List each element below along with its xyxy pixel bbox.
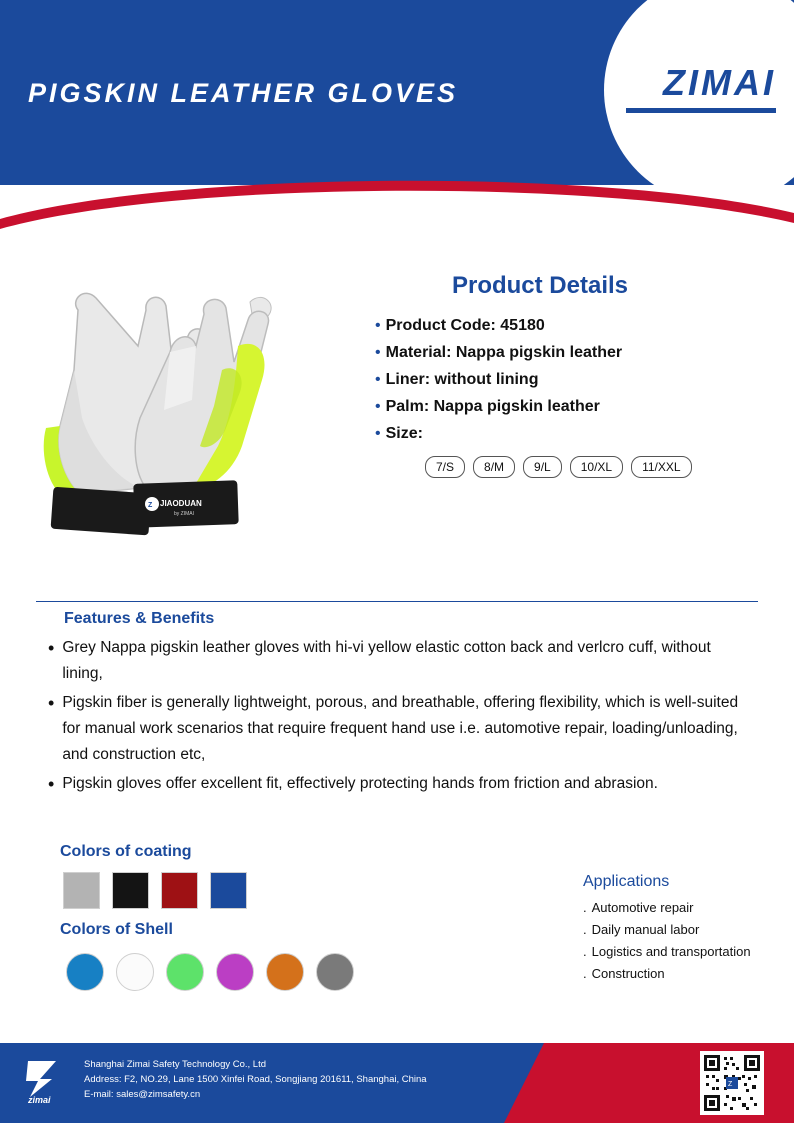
shell-swatch-white[interactable] [116, 953, 154, 991]
bullet-icon: . [583, 966, 587, 981]
svg-text:JIAODUAN: JIAODUAN [160, 499, 202, 508]
feature-item [36, 635, 766, 687]
feature-text-3: Pigskin gloves offer excellent fit, effectively protecting hands from friction and abrasion. [62, 775, 658, 792]
coating-swatch-grey[interactable] [63, 872, 100, 909]
footer-logo [22, 1057, 74, 1105]
bullet-icon: . [583, 944, 587, 959]
detail-row [375, 316, 775, 336]
application-text-3: Logistics and transportation [591, 944, 751, 959]
shell-swatch-blue[interactable] [66, 953, 104, 991]
coating-swatch-blue[interactable] [210, 872, 247, 909]
applications-title: Applications [583, 873, 670, 890]
bullet-icon: • [375, 317, 381, 334]
detail-row [375, 343, 775, 363]
feature-text-1: Grey Nappa pigskin leather gloves with hi-vi yellow elastic cotton back and verlcro cuff, without lining, [62, 639, 711, 682]
features-title: Features & Benefits [64, 610, 215, 627]
section-divider [36, 601, 758, 602]
footer-address: Address: F2, NO.29, Lane 1500 Xinfei Road, Songjiang 201611, Shanghai, China [84, 1074, 427, 1085]
features-section [36, 610, 766, 800]
application-text-2: Daily manual labor [591, 922, 700, 937]
detail-row [375, 397, 775, 417]
qr-code[interactable] [700, 1051, 764, 1115]
detail-row [375, 424, 775, 444]
application-text-4: Construction [591, 966, 665, 981]
bullet-icon: . [583, 922, 587, 937]
colors-of-shell-swatches [66, 953, 354, 991]
size-option-10xl[interactable]: 10/XL [570, 456, 623, 478]
feature-text-2: Pigskin fiber is generally lightweight, porous, and breathable, offering flexibility, which is well-suited for manual work scenarios that require frequent hand use i.e. automotive repair, loading/unloading, and construction etc, [62, 694, 739, 763]
shell-swatch-green[interactable] [166, 953, 204, 991]
brand-logo-underline [626, 108, 776, 113]
shell-swatch-grey[interactable] [316, 953, 354, 991]
brand-logo-text: ZIMAI [663, 62, 776, 103]
coating-swatch-black[interactable] [112, 872, 149, 909]
product-details-panel [375, 272, 775, 478]
feature-item [36, 690, 766, 768]
size-option-11xxl[interactable]: 11/XXL [631, 456, 691, 478]
product-details-title: Product Details [451, 272, 629, 299]
colors-of-coating-swatches [63, 872, 247, 909]
applications-section [583, 873, 783, 988]
application-item [583, 944, 783, 959]
application-item [583, 966, 783, 981]
application-item [583, 922, 783, 937]
size-option-7s[interactable]: 7/S [425, 456, 465, 478]
bullet-icon: • [375, 344, 381, 361]
footer-email: E-mail: sales@zimsafety.cn [84, 1089, 201, 1100]
page-title: PIGSKIN LEATHER GLOVES [28, 78, 459, 108]
footer-company-info [84, 1057, 427, 1102]
shell-swatch-purple[interactable] [216, 953, 254, 991]
coating-swatch-red[interactable] [161, 872, 198, 909]
bullet-icon: • [48, 638, 55, 658]
detail-product-code: Product Code: 45180 [385, 317, 545, 334]
size-options [425, 456, 775, 478]
size-option-9l[interactable]: 9/L [523, 456, 562, 478]
application-item [583, 900, 783, 915]
svg-text:Z: Z [148, 502, 153, 509]
feature-item [36, 771, 766, 797]
colors-of-shell-title: Colors of Shell [60, 921, 173, 938]
footer-company-name: Shanghai Zimai Safety Technology Co., Ltd [84, 1059, 267, 1070]
detail-size-label: Size: [385, 425, 423, 442]
bullet-icon: . [583, 900, 587, 915]
svg-text:zimai: zimai [28, 1095, 51, 1105]
page-header [0, 0, 794, 185]
header-swoosh-divider [0, 175, 794, 235]
bullet-icon: • [375, 398, 381, 415]
size-option-8m[interactable]: 8/M [473, 456, 515, 478]
bullet-icon: • [48, 693, 55, 713]
detail-material: Material: Nappa pigskin leather [385, 344, 623, 361]
application-text-1: Automotive repair [591, 900, 694, 915]
colors-of-coating-title: Colors of coating [60, 843, 192, 860]
svg-text:by ZIMAI: by ZIMAI [174, 511, 195, 517]
detail-row [375, 370, 775, 390]
svg-text:Z: Z [728, 1081, 733, 1088]
detail-liner: Liner: without lining [385, 371, 539, 388]
detail-palm: Palm: Nappa pigskin leather [385, 398, 600, 415]
bullet-icon: • [375, 371, 381, 388]
bullet-icon: • [375, 425, 381, 442]
shell-swatch-orange[interactable] [266, 953, 304, 991]
product-photo [20, 250, 350, 560]
bullet-icon: • [48, 774, 55, 794]
